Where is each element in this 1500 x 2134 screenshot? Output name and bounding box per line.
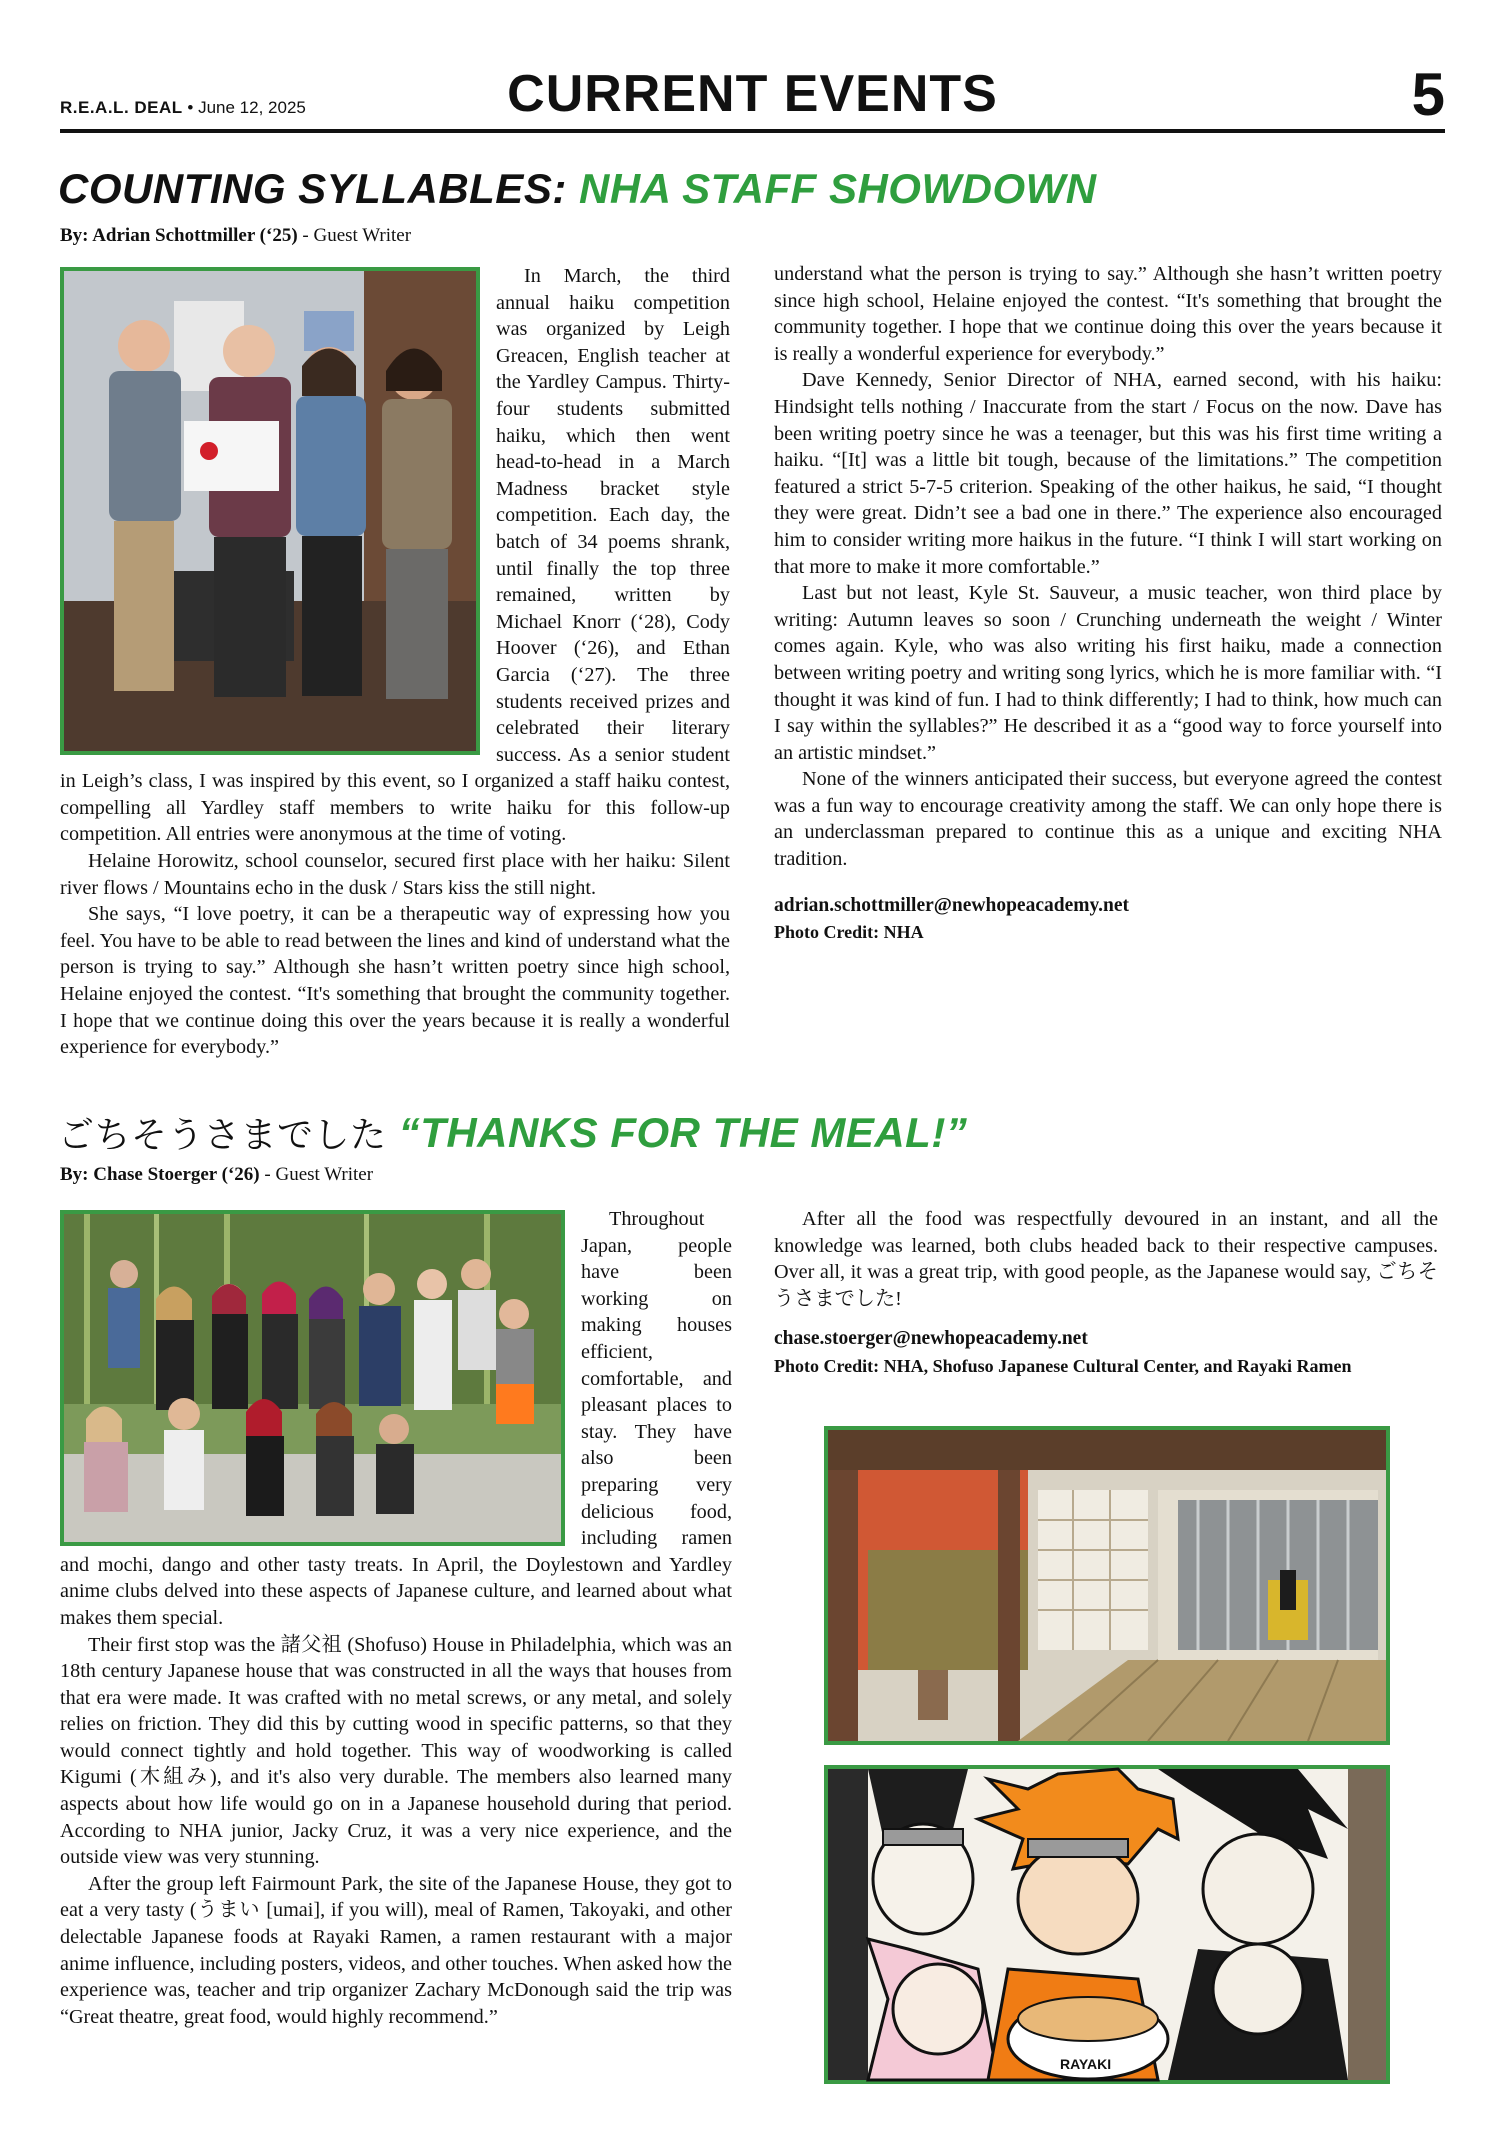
section-title: CURRENT EVENTS: [507, 65, 998, 123]
article1-author-email[interactable]: adrian.schottmiller@newhopeacademy.net: [774, 894, 1130, 916]
article1-paragraph-3: She says, “I love poetry, it can be a therapeutic way of expressing how you feel. You have to be able to read between the lines and kind of understand what the person is trying to say.” Although she hasn’t written poetry since high school, Helaine enjoyed the contest. “It's something that brought the community together. I hope that we continue doing this over the years because it is really a wonderful experience for everybody.”: [60, 903, 730, 1059]
article1-paragraph-4: Dave Kennedy, Senior Director of NHA, earned second, with his haiku: Hindsight tells nothing / Inaccurate from the start / Focus on the now. Dave has been writing poetry since he was a teenager, but this was his first time writing a haiku. “[It] was a little bit tough, because of the limitations.” The competition featured a strict 5-7-5 criterion. Speaking of the other haikus, he said, “I thought they were great. Didn’t see a bad one in there.” The experience also encouraged him to consider writing more haikus in the future. “I think I will start working on that more to make it more comfortable.”: [774, 369, 1442, 578]
article1-column-right: [774, 261, 1442, 981]
anime-club-group-photo-image: [64, 1214, 561, 1542]
article1-byline-name: By: Adrian Schottmiller (‘25): [60, 225, 298, 246]
article2-headline-japanese: ごちそうさまでした: [58, 1115, 387, 1156]
article1-headline-green: NHA STAFF SHOWDOWN: [579, 165, 1097, 212]
article2-headline-green: “THANKS FOR THE MEAL!”: [398, 1109, 968, 1156]
article2-photo-anime-club: [60, 1210, 565, 1546]
article2-author-email[interactable]: chase.stoerger@newhopeacademy.net: [774, 1328, 1088, 1350]
article1-byline: [60, 225, 411, 247]
rayaki-ramen-mural-photo: [824, 1765, 1390, 2084]
article1-paragraph-3-continued: understand what the person is trying to say.” Although she hasn’t written poetry since high school, Helaine enjoyed the contest. “It's something that brought the community together. I hope that we continue doing this over the years because it is really a wonderful experience for everybody.”: [774, 263, 1442, 365]
article2-headline: [58, 1107, 967, 1158]
article2-paragraph-1: Throughout Japan, people have been working on making houses efficient, comfortable, and pleasant places to stay. They have also been preparing very delicious food, including ramen and mochi, dango and other tasty treats. In April, the Doylestown and Yardley anime clubs delved into these aspects of Japanese culture, and learned about what makes them special.: [60, 1208, 732, 1629]
article1-photo-credit: Photo Credit: NHA: [774, 922, 924, 943]
article1-headline: [58, 165, 1097, 213]
article1-photo-staff: [60, 267, 480, 755]
publication-name: R.E.A.L. DEAL: [60, 98, 183, 117]
article1-headline-black: COUNTING SYLLABLES:: [58, 165, 567, 212]
anime-mural-image: [828, 1769, 1386, 2080]
article2-byline-role: - Guest Writer: [264, 1164, 374, 1185]
rayaki-sign-text: RAYAKI: [1060, 2056, 1112, 2072]
article1-paragraph-6: None of the winners anticipated their success, but everyone agreed the contest was a fun way to encourage creativity among the staff. We can only hope there is an underclassman prepared to continue this as a unique and exciting NHA tradition.: [774, 768, 1442, 871]
article2-column-left: [60, 1206, 732, 2086]
shofuso-interior-image: [828, 1430, 1386, 1741]
article1-byline-role: - Guest Writer: [302, 225, 412, 246]
article1-paragraph-2: Helaine Horowitz, school counselor, secured first place with her haiku: Silent river flows / Mountains echo in the dusk / Stars kiss the still night.: [60, 850, 730, 899]
article1-paragraph-5: Last but not least, Kyle St. Sauveur, a music teacher, won third place by writing: Autumn leaves so soon / Crunching underneath the weight / Winter comes again. Kyle, who was also writing his first haiku, made a connection between writing poetry and writing song lyrics, which he is more familiar with. “I thought it was kind of fun. I had to think differently; I had to think, how much can I say within the syllables?” He described it as a “good way to force yourself into an artistic mindset.”: [774, 582, 1442, 764]
staff-group-photo-image: [64, 271, 476, 751]
article2-paragraph-2: Their first stop was the 諸父祖 (Shofuso) House in Philadelphia, which was an 18th century Japanese house that was constructed in all the ways that houses from that era were made. It was crafted with no metal screws, or any metal, and solely relies on friction. They did this by cutting wood in specific patterns, so that they would connect tightly and hold together. This way of woodworking is called Kigumi (木組み), and it's also very durable. The members also learned many aspects about how life would go on in a Japanese household during that period. According to NHA junior, Jacky Cruz, it was a very nice experience, and the outside view was very stunning.: [60, 1633, 732, 1869]
article2-byline-name: By: Chase Stoerger (‘26): [60, 1164, 260, 1185]
article1-column-left: [60, 263, 730, 1059]
article2-column-right: [774, 1206, 1438, 1396]
article2-photo-credit: Photo Credit: NHA, Shofuso Japanese Cultural Center, and Rayaki Ramen: [774, 1355, 1352, 1376]
article2-paragraph-3: After the group left Fairmount Park, the site of the Japanese House, they got to eat a very tasty (うまい [umai], if you will), meal of Ramen, Takoyaki, and other delectable Japanese foods at Rayaki Ramen, a ramen restaurant with a major anime influence, including posters, videos, and other touches. When asked how the experience was, teacher and trip organizer Zachary McDonough said the trip was “Great theatre, great food, would highly recommend.”: [60, 1872, 732, 2028]
article1-paragraph-1: In March, the third annual haiku competition was organized by Leigh Greacen, English teacher at the Yardley Campus. Thirty-four students submitted haiku, which then went head-to-head in a March Madness bracket style competition. Each day, the batch of 34 poems shrank, until finally the top three remained, written by Michael Knorr (‘28), Cody Hoover (‘26), and Ethan Garcia (‘27). The three students received prizes and celebrated their literary success. As a senior student in Leigh’s class, I was inspired by this event, so I organized a staff haiku contest, compelling all Yardley staff members to write haiku for this follow-up competition. All entries were anonymous at the time of voting.: [60, 265, 730, 846]
masthead: [60, 60, 1445, 132]
bullet-separator: •: [187, 98, 199, 117]
page-number: 5: [1411, 61, 1445, 128]
masthead-rule: [60, 129, 1445, 133]
shofuso-house-photo: [824, 1426, 1390, 1745]
article2-byline: [60, 1164, 373, 1186]
issue-date: June 12, 2025: [198, 98, 306, 117]
article2-paragraph-4: After all the food was respectfully devoured in an instant, and all the knowledge was learned, both clubs headed back to their respective campuses. Over all, it was a great trip, with good people, as the Japanese would say, ごちそうさまでした!: [774, 1208, 1438, 1310]
